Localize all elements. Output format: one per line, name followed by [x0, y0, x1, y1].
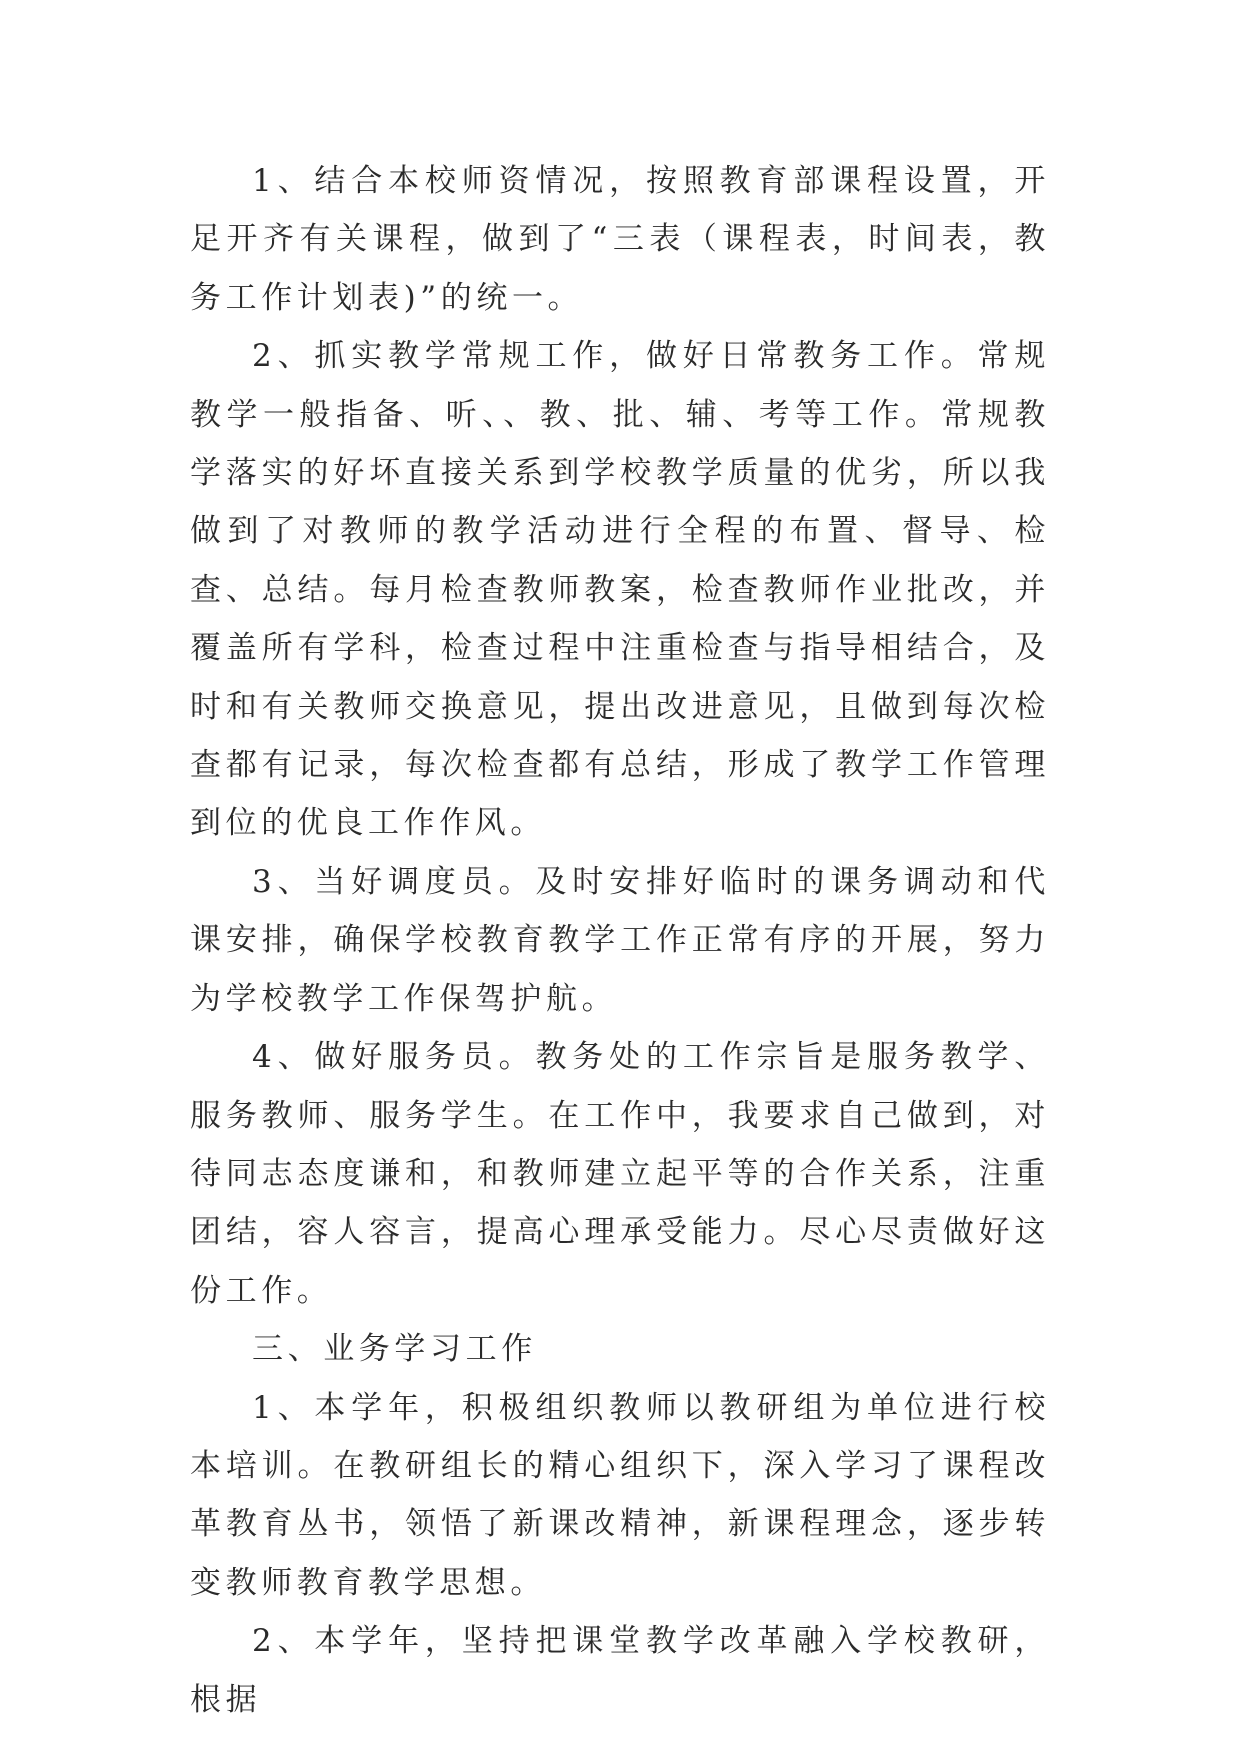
paragraph-teaching-routine: 2、抓实教学常规工作，做好日常教务工作。常规教学一般指备、听、、教、批、辅、考等工作。常规教学落实的好坏直接关系到学校教学质量的优劣，所以我做到了对教师的教学活动进行全程的布置、督导、检查、总结。每月检查教师教案，检查教师作业批改，并覆盖所有学科，检查过程中注重检查与指导相结合，及时和有关教师交换意见，提出改进意见，且做到每次检查都有记录，每次检查都有总结，形成了教学工作管理到位的优良工作作风。	[190, 338, 1050, 842]
paragraph-course-setup: 1、结合本校师资情况，按照教育部课程设置，开足开齐有关课程，做到了“三表（课程表，时间表，教务工作计划表)”的统一。	[190, 163, 1050, 316]
document-body	[190, 152, 1050, 1729]
paragraph-scheduler: 3、当好调度员。及时安排好临时的课务调动和代课安排，确保学校教育教学工作正常有序的开展，努力为学校教学工作保驾护航。	[190, 863, 1050, 1017]
paragraph-service: 4、做好服务员。教务处的工作宗旨是服务教学、服务教师、服务学生。在工作中，我要求自己做到，对待同志态度谦和，和教师建立起平等的合作关系，注重团结，容人容言，提高心理承受能力。尽心尽责做好这份工作。	[190, 1039, 1050, 1309]
section-heading: 三、业务学习工作	[252, 1331, 537, 1368]
paragraph-classroom-reform: 2、本学年，坚持把课堂教学改革融入学校教研，根据	[190, 1623, 1050, 1718]
paragraph-school-training: 1、本学年，积极组织教师以教研组为单位进行校本培训。在教研组长的精心组织下，深入学习了课程改革教育丛书，领悟了新课改精神，新课程理念，逐步转变教师教育教学思想。	[190, 1389, 1050, 1601]
